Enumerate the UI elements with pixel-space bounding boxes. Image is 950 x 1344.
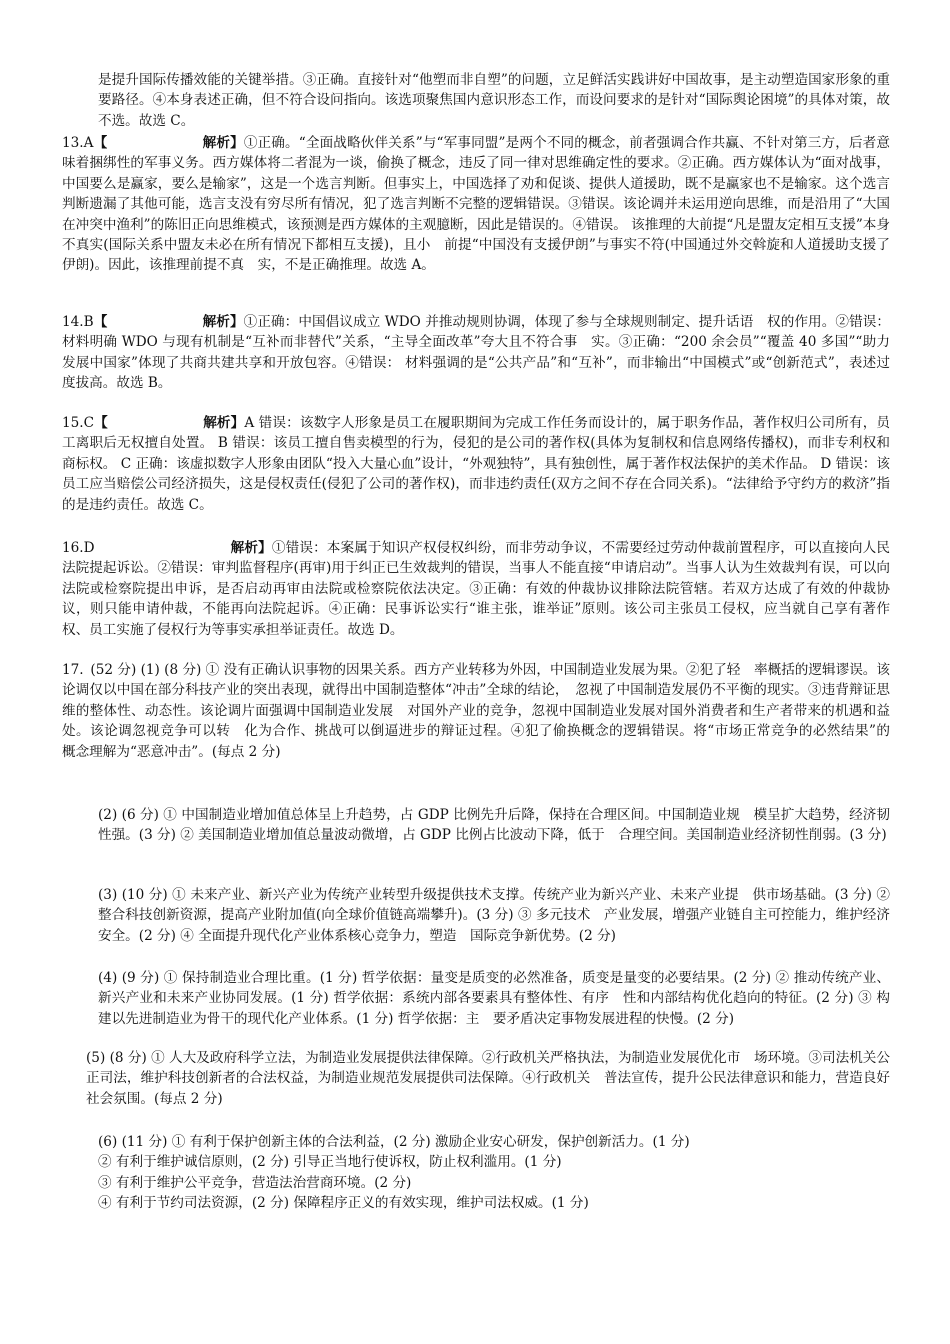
part6-line: ③ 有利于维护公平竞争，营造法治营商环境。(2 分) <box>98 1174 412 1191</box>
answer-item-13 <box>62 133 890 276</box>
answer-item-16 <box>62 538 890 640</box>
analysis-label: 解析】 <box>230 540 272 556</box>
analysis-text: ①错误：本案属于知识产权侵权纠纷，而非劳动争议，不需要经过劳动仲裁前置程序，可以直接向人民法院提起诉讼。②错误：审判监督程序(再审)用于纠正已生效裁判的错误，当事人不能直接“申请启动”。当事人认为生效裁判有误，可以向法院或检察院提出申诉，是否启动再审由法院或检察院依法决定。③正确：有效的仲裁协议排除法院管辖。若双方达成了有效的仲裁协议，则只能申请仲裁，不能再向法院起诉。④正确：民事诉讼实行“谁主张，谁举证”原则。该公司主张员工侵权，应当就自己享有著作权、员工实施了侵权行为等事实承担举证责任。故选 D。 <box>62 540 891 638</box>
analysis-text: ①正确：中国倡议成立 WDO 并推动规则协调，体现了参与全球规则制定、提升话语 权的作用。②错误：材料明确 WDO 与现有机制是“互补而非替代”关系，“主导全面改革”夸大且不符合事 实。③正确：“200 余会员”“覆盖 40 多国”“助力发展中国家”体现了共商共建共享和开放包容。④错误： 材料强调的是“公共产品”和“互补”，而非输出“中国模式”或“创新范式”，表述过度拔高。故选 B。 <box>62 314 891 392</box>
answer-item-17-part3: (3) (10 分) ① 未来产业、新兴产业为传统产业转型升级提供技术支撑。传统产业为新兴产业、未来产业提 供市场基础。(3 分) ② 整合科技创新资源，提高产业附加值(向全球价值链高端攀升)。(3 分) ③ 多元技术 产业发展，增强产业链自主可控能力，维护经济安全。(2 分) ④ 全面提升现代化产业体系核心竞争力，塑造 国际竞争新优势。(2 分) <box>98 887 890 944</box>
answer-item-17-part5: (5) (8 分) ① 人大及政府科学立法，为制造业发展提供法律保障。②行政机关严格执法，为制造业发展优化市 场环境。③司法机关公正司法，维护科技创新者的合法权益，为制造业规范发展提供司法保障。④行政机关 普法宣传，提升公民法律意识和能力，营造良好社会氛围。(每点 2 分) <box>86 1050 890 1107</box>
analysis-label: 解析】 <box>202 314 244 330</box>
answer-item-15 <box>62 413 890 515</box>
part6-line: ④ 有利于节约司法资源，(2 分) 保障程序正义的有效实现，维护司法权威。(1 分) <box>98 1195 589 1212</box>
analysis-text: A 错误：该数字人形象是员工在履职期间为完成工作任务而设计的，属于职务作品，著作权归公司所有，员工离职后无权擅自处置。 B 错误：该员工擅自售卖模型的行为，侵犯的是公司的著作权(具体为复制权和信息网络传播权)，而非专利权和商标权。 C 正确：该虚拟数字人形象由团队“投入大量心血”设计，“外观独特”，具有独创性，属于著作权法保护的美术作品。 D 错误：该员工应当赔偿公司经济损失，这是侵权责任(侵犯了公司的著作权)，而非违约责任(双方之间不存在合同关系)。“法律给予守约方的救济”指的是违约责任。故选 C。 <box>62 415 891 513</box>
bracket-open: 【 <box>93 135 108 151</box>
item-number: 13.A <box>62 135 94 151</box>
answer-item-17-part6 <box>98 1132 890 1214</box>
part6-line: ② 有利于维护诚信原则，(2 分) 引导正当地行使诉权，防止权利滥用。(1 分) <box>98 1154 562 1171</box>
answer-item-17-part2: (2) (6 分) ① 中国制造业增加值总体呈上升趋势，占 GDP 比例先升后降，保持在合理区间。中国制造业规 模呈扩大趋势，经济韧性强。(3 分) ② 美国制造业增加值总量波动微增，占 GDP 比例占比波动下降，低于 合理空间。美国制造业经济韧性削弱。(3 分) <box>98 807 890 844</box>
intro-paragraph: 是提升国际传播效能的关键举措。③正确。直接针对“他塑而非自塑”的问题，立足鲜活实践讲好中国故事，是主动塑造国家形象的重要路径。④本身表述正确，但不符合设问指向。该选项聚焦国内意识形态工作，而设问要求的是针对“国际舆论困境”的具体对策，故不选。故选 C。 <box>98 72 890 129</box>
bracket-open: 【 <box>93 314 108 330</box>
answer-item-17-part4: (4) (9 分) ① 保持制造业合理比重。(1 分) 哲学依据：量变是质变的必然准备，质变是量变的必要结果。(2 分) ② 推动传统产业、新兴产业和未来产业协同发展。(1 分) 哲学依据：系统内部各要素具有整体性、有序 性和内部结构优化趋向的特征。(2 分) ③ 构建以先进制造业为骨干的现代化产业体系。(1 分) 哲学依据：主 要矛盾决定事物发展进程的快慢。(2 分) <box>98 970 890 1027</box>
analysis-label: 解析】 <box>202 135 244 151</box>
item-number: 15.C <box>62 415 95 431</box>
bracket-open: 【 <box>94 415 108 431</box>
part1-text: (52 分) (1) (8 分) ① 没有正确认识事物的因果关系。西方产业转移为外因，中国制造业发展为果。②犯了轻 率概括的逻辑谬误。该论调仅以中国在部分科技产业的突出表现，就得出中国制造整体“冲击”全球的结论， 忽视了中国制造发展仍不平衡的现实。③违背辩证思维的整体性、动态性。该论调片面强调中国制造业发展 对国外产业的竞争，忽视中国制造业发展对国外消费者和生产者带来的机遇和益处。该论调忽视竞争可以转 化为合作、挑战可以倒逼进步的辩证过程。④犯了偷换概念的逻辑错误。将“市场正常竞争的必然结果”的 概念理解为“恶意冲击”。(每点 2 分) <box>62 662 904 760</box>
part6-line: (6) (11 分) ① 有利于保护创新主体的合法利益，(2 分) 激励企业安心研发，保护创新活力。(1 分) <box>98 1134 690 1150</box>
analysis-label: 解析】 <box>203 415 245 431</box>
answer-item-17-part1 <box>62 660 904 762</box>
item-number: 14.B <box>62 314 94 330</box>
analysis-text: ①正确。“全面战略伙伴关系”与“军事同盟”是两个不同的概念，前者强调合作共赢、不针对第三方，后者意味着捆绑性的军事义务。西方媒体将二者混为一谈，偷换了概念，违反了同一律对思维确定性的要求。②正确。西方媒体认为“面对战事，中国要么是赢家，要么是输家”，这是一个选言判断。但事实上，中国选择了劝和促谈、提供人道援助，既不是赢家也不是输家。这个选言判断遗漏了其他可能，选言支没有穷尽所有情况，犯了选言判断不完整的逻辑错误。③错误。该论调并未运用逆向思维，而是沿用了“大国在冲突中渔利”的陈旧正向思维模式，该预测是西方媒体的主观臆断，因此是错误的。④错误。 该推理的大前提“凡是盟友定相互支援”本身不真实(国际关系中盟友未必在所有情况下都相互支援)，且小 前提“中国没有支援伊朗”与事实不符(中国通过外交斡旋和人道援助支援了伊朗)。因此，该推理前提不真 实，不是正确推理。故选 A。 <box>62 135 891 274</box>
item-number: 16.D <box>62 540 95 556</box>
answer-item-14 <box>62 312 890 394</box>
item-number: 17. <box>62 662 84 678</box>
